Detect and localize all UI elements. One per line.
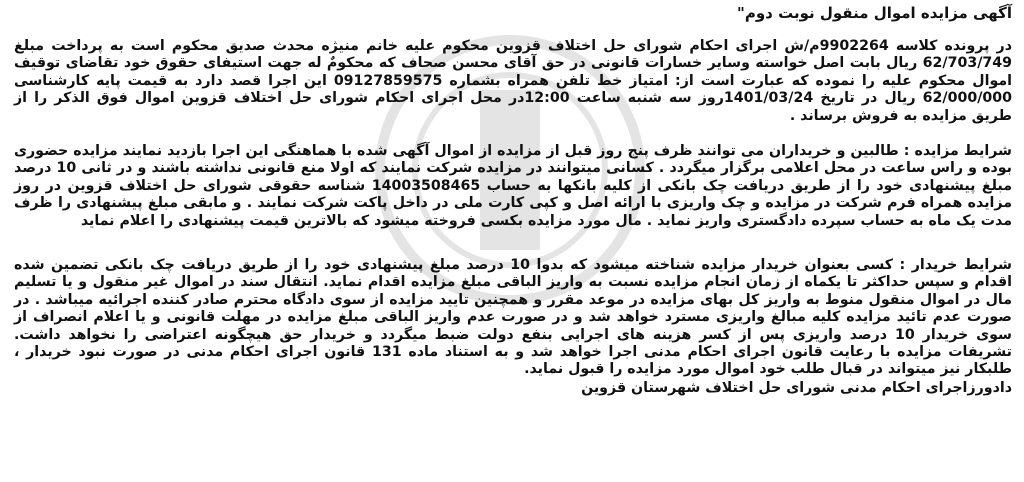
auction-conditions-paragraph: شرایط مزایده : طالبین و خریداران می توانند ظرف پنج روز قبل از مزایده از اموال آگهی شده با هماهنگی این اجرا بازدید نمایند مزایده حضوری بوده و راس ساعت در محل اعلامی برگزار میگردد . کسانی میتوانند در مزایده شرکت نمایند که اولا منع قانونی نداشته باشند و در ثانی 10 درصد مبلغ پیشنهادی خود را از طریق دریافت چک بانکی از کلیه بانکها به حساب 14003508465 شناسه حقوقی شورای حل اختلاف قزوین در روز مزایده همراه فرم شرکت در مزایده و چک واریزی با ارائه اصل و کپی کارت ملی در داخل پاکت شرکت نمایند . و مابقی مبلغ پیشنهادی را ظرف مدت یک ماه به حساب سپرده دادگستری واریز نماید . مال مورد مزایده بکسی فروخته میشود که بالاترین قیمت پیشنهادی را اعلام نماید	[14, 143, 1013, 229]
issuer-signature: دادورزاجرای احکام مدنی شورای حل اختلاف شهرستان قزوین	[581, 380, 1012, 396]
notice-title: آگهی مزایده اموال منقول نوبت دوم"	[737, 4, 1012, 22]
buyer-conditions-paragraph: شرایط خریدار : کسی بعنوان خریدار مزایده شناخته میشود که بدوا 10 درصد مبلغ پیشنهادی خود را از طریق دریافت چک بانکی تضمین شده اقدام و سپس حداکثر تا یکماه از زمان انجام مزایده نسبت به واریز الباقی مبلغ مزایده اقدام نماید. انتقال سند در اموال غیر منقول و یا تسلیم مال در اموال منقول منوط به واریز کل بهای مزایده در موعد مقرر و همچنین تایید مزایده از سوی دادگاه محترم صادر کننده اجرائیه میباشد . در صورت عدم تائید مزایده کلیه مبالغ واریزی مسترد خواهد شد و در صورت عدم واریز الباقی مبلغ مزایده در مهلت قانونی و یا اعلام انصراف از سوی خریدار 10 درصد واریزی پس از کسر هزینه های اجرایی بنفع دولت ضبط میگردد و خریدار حق هیچگونه اعتراضی را نخواهد داشت. تشریفات مزایده با رعایت قانون اجرای احکام مدنی اجرا خواهد شد و به استناد ماده 131 قانون اجرای احکام مدنی در صورت نبود خریدار ، طلبکار نیز میتواند در قبال طلب خود اموال مورد مزایده را قبول نماید.	[14, 257, 1013, 378]
notice-case-paragraph: در پرونده کلاسه 9902264م/ش اجرای احکام شورای حل اختلاف قزوین محکوم علیه خانم منیژه محدث صدیق محکوم است به پرداخت مبلغ 62/703/749 ریال بابت اصل خواسته وسایر خسارات قانونی در حق آقای محسن صحاف که محکومٌ له جهت استیفای حقوق خود تقاضای توقیف اموال محکوم علیه را نموده که عبارت است از: امتیاز خط تلفن همراه بشماره 09127859575 این اجرا قصد دارد به قیمت پایه کارشناسی 62/000/000 ریال در تاریخ 1401/03/24روز سه شنبه ساعت 12:00در محل اجرای احکام شورای حل اختلاف قزوین اموال فوق الذکر را از طریق مزایده به فروش برساند .	[14, 38, 1012, 124]
